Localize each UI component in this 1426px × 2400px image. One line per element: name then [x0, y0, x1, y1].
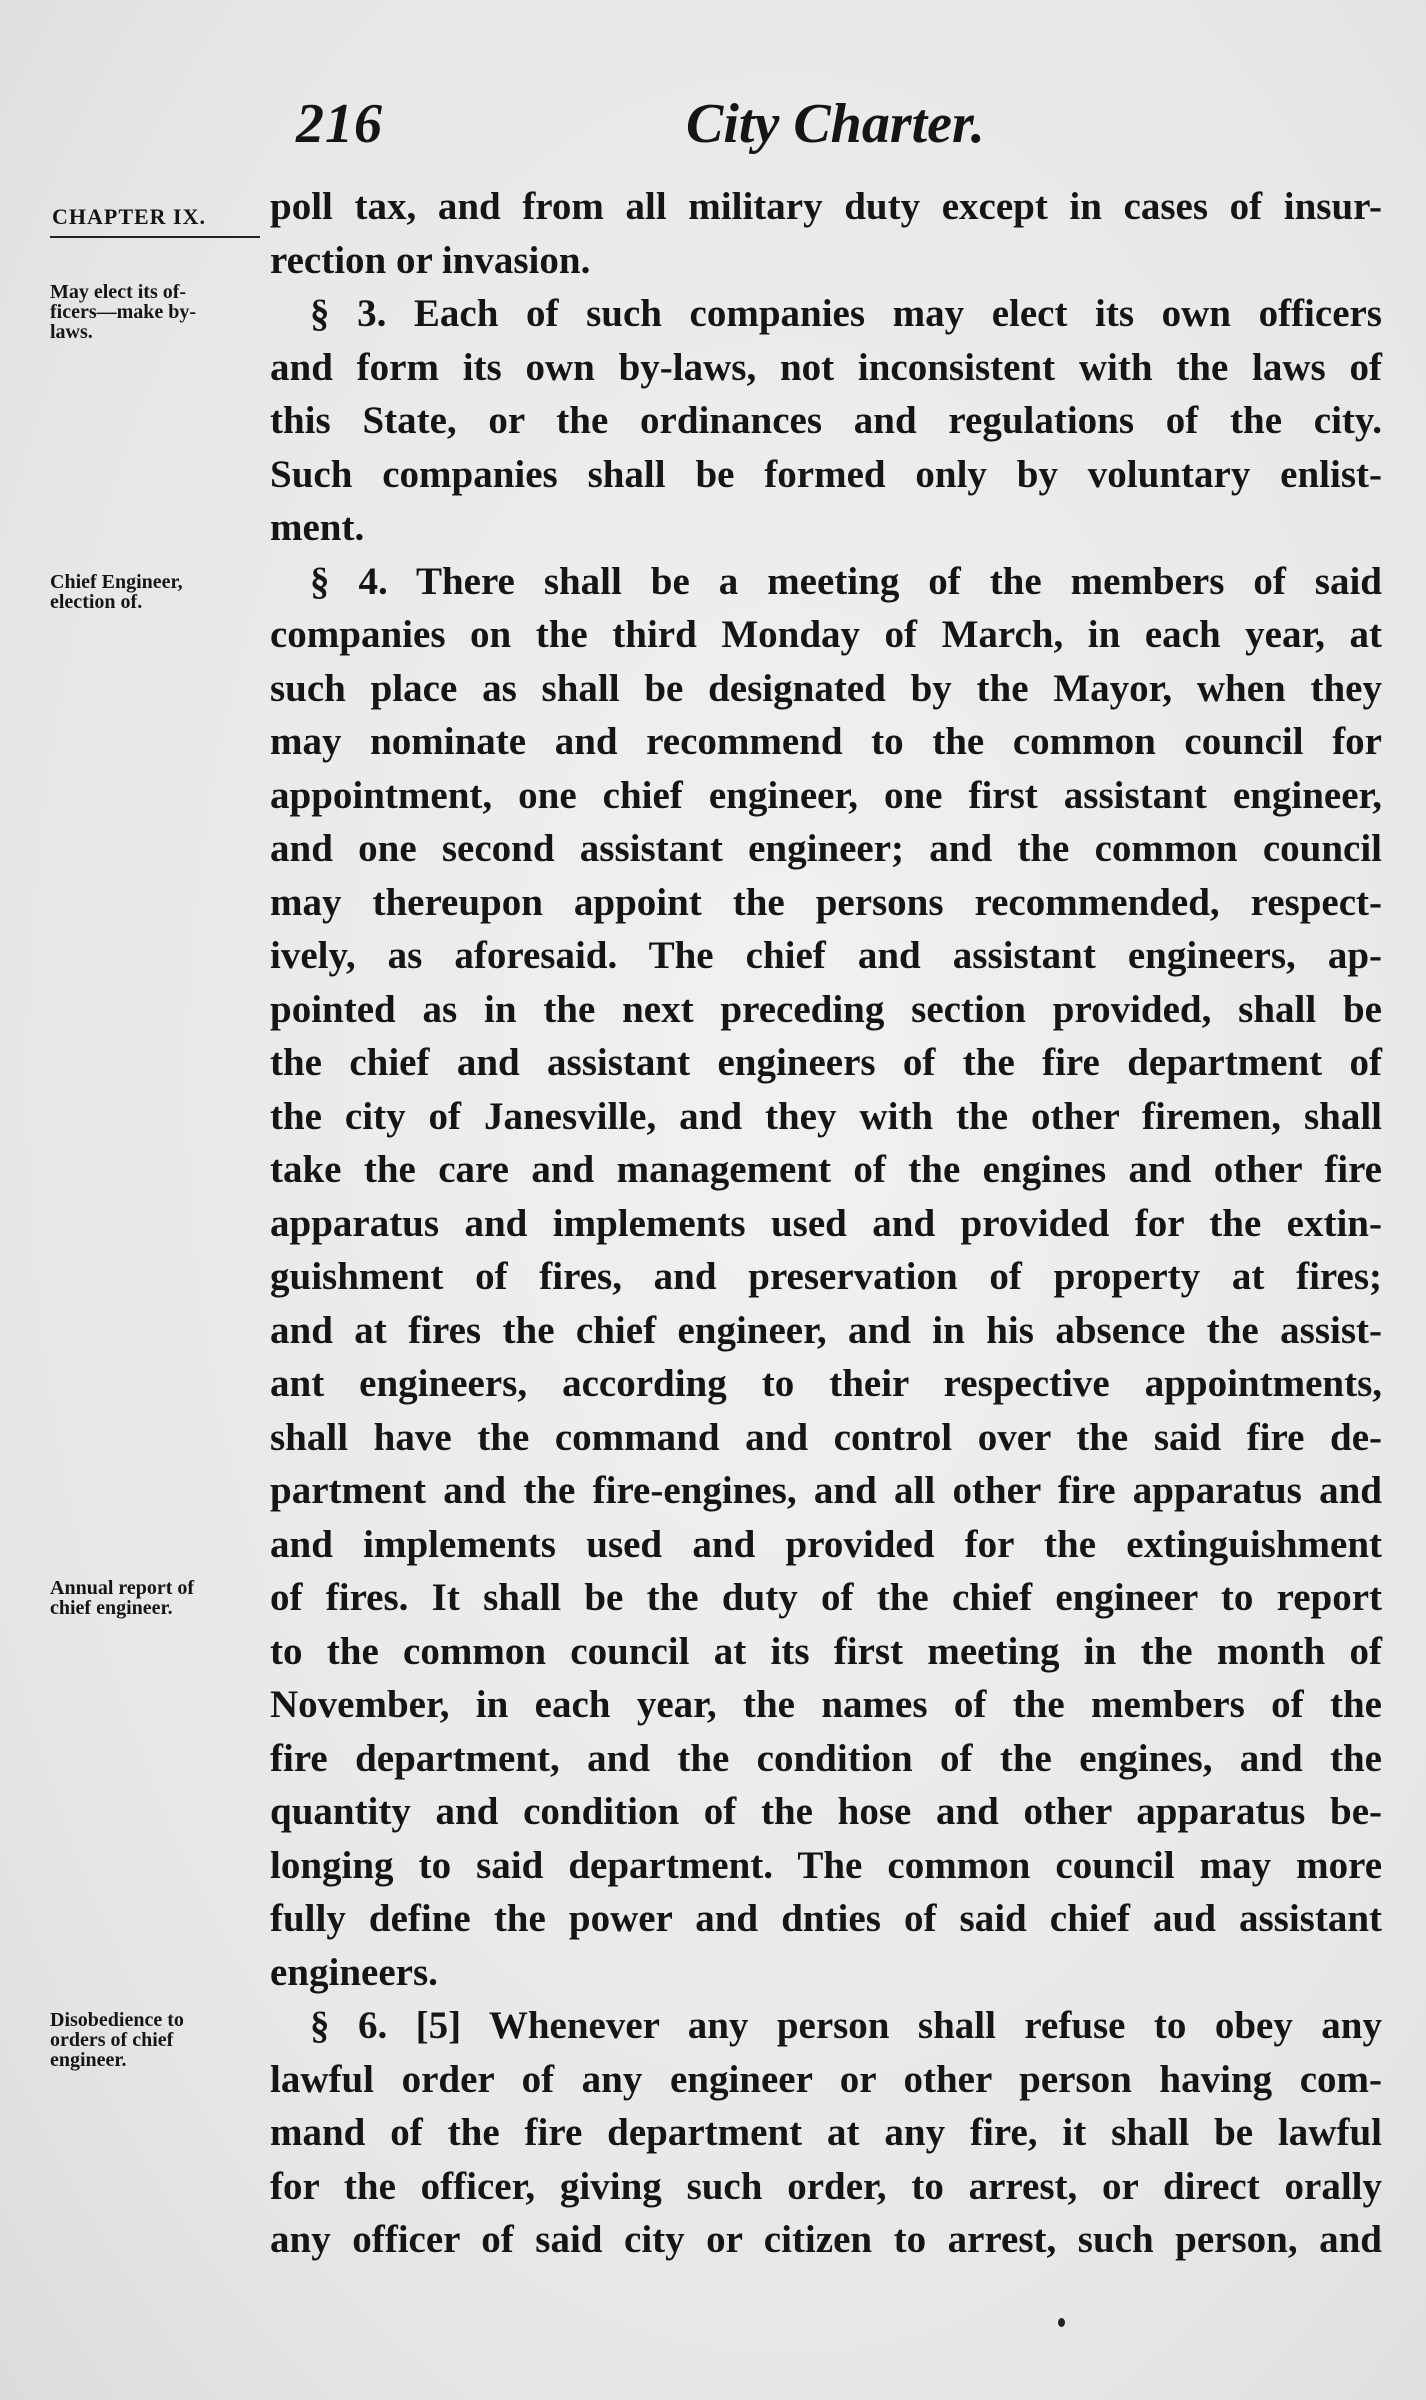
body-line: and one second assistant engineer; and the common council — [270, 827, 1382, 870]
margin-note-chief-engineer — [50, 572, 265, 612]
body-line: to the common council at its first meeting in the month of — [270, 1629, 1382, 1673]
body-line: such place as shall be designated by the Mayor, when they — [270, 666, 1382, 710]
margin-note-line: engineer. — [50, 2049, 127, 2071]
body-line: rection or invasion. — [270, 238, 591, 282]
margin-note-line: Chief Engineer, — [50, 571, 183, 593]
body-line: and implements used and provided for the extinguishment — [270, 1522, 1382, 1566]
body-line: appointment, one chief engineer, one first assistant engineer, — [270, 773, 1382, 817]
body-line: § 3. Each of such companies may elect its own officers — [310, 292, 1382, 335]
body-line: longing to said department. The common council may more — [270, 1843, 1382, 1887]
running-title: City Charter. — [686, 93, 985, 155]
body-line: § 6. [5] Whenever any person shall refuse to obey any — [310, 2004, 1382, 2047]
body-line: pointed as in the next preceding section provided, shall be — [270, 987, 1382, 1031]
chapter-label: CHAPTER IX. — [52, 204, 207, 229]
body-line: lawful order of any engineer or other person having com- — [270, 2057, 1382, 2101]
body-line: November, in each year, the names of the members of the — [270, 1683, 1382, 1726]
ink-dot — [1058, 2318, 1065, 2327]
body-line: ively, as aforesaid. The chief and assistant engineers, ap- — [270, 934, 1382, 977]
body-line: for the officer, giving such order, to arrest, or direct orally — [270, 2164, 1382, 2208]
body-line: and form its own by-laws, not inconsistent with the laws of — [270, 345, 1382, 389]
margin-note-line: orders of chief — [50, 2029, 174, 2051]
body-line: the city of Janesville, and they with the other firemen, shall — [270, 1094, 1382, 1138]
page-header — [0, 92, 1426, 162]
body-line: the chief and assistant engineers of the fire department of — [270, 1041, 1382, 1084]
chapter-rule — [50, 236, 260, 238]
margin-note-line: Disobedience to — [50, 2009, 184, 2031]
body-line: this State, or the ordinances and regulations of the city. — [270, 399, 1382, 442]
margin-note-line: ficers—make by- — [50, 301, 197, 323]
body-line: fire department, and the condition of the engines, and the — [270, 1736, 1382, 1780]
margin-note-annual-report — [50, 1578, 265, 1618]
body-line: of fires. It shall be the duty of the chief engineer to report — [270, 1576, 1382, 1619]
body-line: any officer of said city or citizen to arrest, such person, and — [270, 2218, 1382, 2261]
margin-note-line: election of. — [50, 591, 143, 613]
body-text — [270, 180, 1382, 2267]
body-line: shall have the command and control over the said fire de- — [270, 1415, 1382, 1459]
body-line: and at fires the chief engineer, and in his absence the assist- — [270, 1308, 1382, 1352]
body-line: partment and the fire-engines, and all other fire apparatus and — [270, 1469, 1382, 1512]
margin-note-elect-officers — [50, 282, 265, 342]
body-line: take the care and management of the engines and other fire — [270, 1148, 1382, 1191]
margin-note-disobedience — [50, 2010, 265, 2070]
body-line: § 4. There shall be a meeting of the members of said — [310, 559, 1382, 603]
body-line: guishment of fires, and preservation of property at fires; — [270, 1255, 1382, 1298]
margin-note-line: chief engineer. — [50, 1597, 173, 1619]
body-line: ment. — [270, 506, 365, 549]
body-line: apparatus and implements used and provided for the extin- — [270, 1201, 1382, 1245]
body-line: fully define the power and dnties of said chief aud assistant — [270, 1897, 1382, 1940]
body-line: quantity and condition of the hose and other apparatus be- — [270, 1790, 1382, 1833]
body-line: may thereupon appoint the persons recommended, respect- — [270, 880, 1382, 924]
body-line: may nominate and recommend to the common council for — [270, 720, 1382, 763]
body-line: engineers. — [270, 1950, 438, 1994]
page-number: 216 — [296, 93, 383, 155]
margin-note-line: laws. — [50, 321, 93, 343]
margin-note-line: Annual report of — [50, 1577, 195, 1599]
margin-note-line: May elect its of- — [50, 281, 187, 303]
body-line: mand of the fire department at any fire, it shall be lawful — [270, 2111, 1382, 2154]
body-line: poll tax, and from all military duty except in cases of insur- — [270, 185, 1382, 228]
body-line: Such companies shall be formed only by voluntary enlist- — [270, 452, 1382, 496]
body-line: companies on the third Monday of March, in each year, at — [270, 613, 1382, 656]
body-line: ant engineers, according to their respective appointments, — [270, 1362, 1382, 1405]
